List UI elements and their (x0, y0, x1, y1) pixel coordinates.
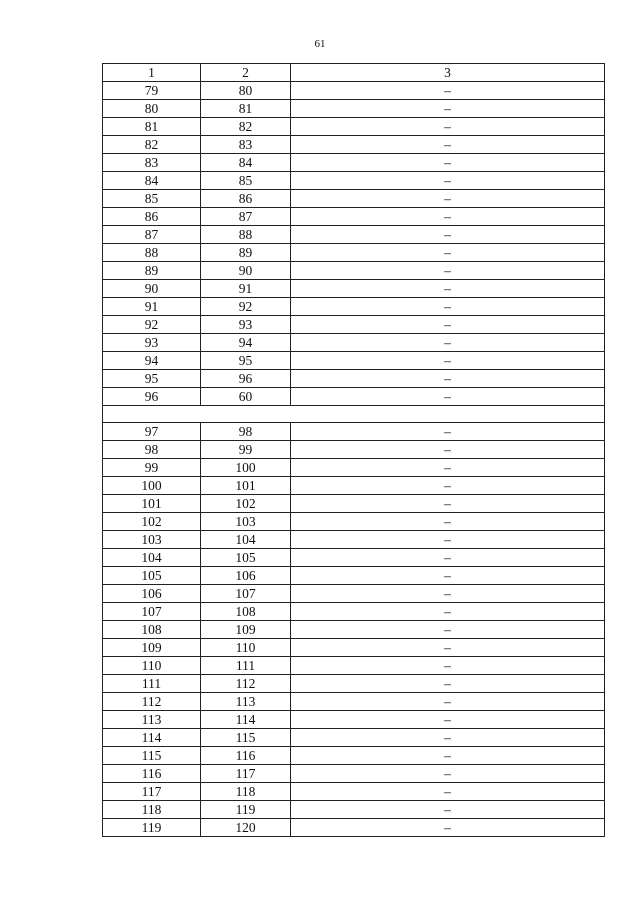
header-row (103, 64, 605, 82)
table-cell-col2: 118 (201, 783, 291, 801)
table-cell-col2: 94 (201, 334, 291, 352)
table-cell-col3: – (291, 513, 605, 531)
section-gap-row (103, 406, 605, 423)
table-cell-col1: 96 (103, 388, 201, 406)
table-cell-col2: 90 (201, 262, 291, 280)
table-cell-col3: – (291, 226, 605, 244)
table-cell-col2: 114 (201, 711, 291, 729)
table-cell-col3: – (291, 747, 605, 765)
table-cell-col2: 80 (201, 82, 291, 100)
table-row (103, 423, 605, 441)
table-cell-col3: – (291, 100, 605, 118)
table-cell-col3: – (291, 549, 605, 567)
table-cell-col1: 82 (103, 136, 201, 154)
table-row (103, 100, 605, 118)
table-cell-col1: 118 (103, 801, 201, 819)
table-cell-col3: – (291, 801, 605, 819)
table-cell-col1: 102 (103, 513, 201, 531)
table-cell-col1: 108 (103, 621, 201, 639)
table-cell-col2: 89 (201, 244, 291, 262)
table-cell-col3: – (291, 172, 605, 190)
table-cell-col3: – (291, 190, 605, 208)
table-cell-col2: 98 (201, 423, 291, 441)
table-cell-col1: 97 (103, 423, 201, 441)
table-cell-col2: 109 (201, 621, 291, 639)
table-cell-col1: 107 (103, 603, 201, 621)
table-cell-col1: 115 (103, 747, 201, 765)
table-cell-col2: 91 (201, 280, 291, 298)
table-cell-col3: – (291, 729, 605, 747)
table-row (103, 819, 605, 837)
table-cell-col1: 81 (103, 118, 201, 136)
table-cell-col1: 88 (103, 244, 201, 262)
table-cell-col1: 99 (103, 459, 201, 477)
table-cell-col2: 88 (201, 226, 291, 244)
table-row (103, 639, 605, 657)
table-cell-col3: – (291, 154, 605, 172)
table-row (103, 172, 605, 190)
table-row (103, 729, 605, 747)
table-cell-col2: 111 (201, 657, 291, 675)
table-cell-col1: 94 (103, 352, 201, 370)
table-row (103, 495, 605, 513)
table-cell-col1: 80 (103, 100, 201, 118)
table-cell-col1: 119 (103, 819, 201, 837)
table-row (103, 711, 605, 729)
table-cell-col1: 103 (103, 531, 201, 549)
table-cell-col2: 104 (201, 531, 291, 549)
table-cell-col3: – (291, 441, 605, 459)
table-row (103, 477, 605, 495)
table-row (103, 747, 605, 765)
page-number: 61 (314, 38, 326, 50)
table-row (103, 585, 605, 603)
table-cell-col3: – (291, 118, 605, 136)
table-cell-col2: 102 (201, 495, 291, 513)
table-row (103, 118, 605, 136)
table-cell-col3: – (291, 298, 605, 316)
table-cell-col1: 92 (103, 316, 201, 334)
table-cell-col3: – (291, 675, 605, 693)
table-cell-col3: – (291, 208, 605, 226)
table-cell-col2: 113 (201, 693, 291, 711)
table-cell-col2: 82 (201, 118, 291, 136)
table-row (103, 154, 605, 172)
header-cell-2: 2 (201, 64, 291, 82)
table-cell-col3: – (291, 567, 605, 585)
table-row (103, 370, 605, 388)
table-row (103, 657, 605, 675)
table-cell-col2: 86 (201, 190, 291, 208)
table-row (103, 388, 605, 406)
table-cell-col3: – (291, 352, 605, 370)
table-row (103, 783, 605, 801)
table-cell-col1: 87 (103, 226, 201, 244)
table-cell-col1: 109 (103, 639, 201, 657)
table-cell-col3: – (291, 370, 605, 388)
table-cell-col3: – (291, 819, 605, 837)
table-cell-col2: 107 (201, 585, 291, 603)
table-row (103, 280, 605, 298)
table-row (103, 531, 605, 549)
table-cell-col1: 111 (103, 675, 201, 693)
table-cell-col2: 105 (201, 549, 291, 567)
table-cell-col2: 101 (201, 477, 291, 495)
table-cell-col2: 96 (201, 370, 291, 388)
table-cell-col3: – (291, 603, 605, 621)
table-row (103, 262, 605, 280)
table-cell-col3: – (291, 765, 605, 783)
table-cell-col3: – (291, 711, 605, 729)
table-row (103, 459, 605, 477)
table-row (103, 621, 605, 639)
table-cell-col3: – (291, 657, 605, 675)
table-cell-col3: – (291, 334, 605, 352)
table-row (103, 441, 605, 459)
table-row (103, 549, 605, 567)
table-cell-col1: 84 (103, 172, 201, 190)
table-cell-col2: 110 (201, 639, 291, 657)
table-cell-col2: 100 (201, 459, 291, 477)
table-cell-col1: 86 (103, 208, 201, 226)
table-cell-col2: 116 (201, 747, 291, 765)
table-cell-col2: 106 (201, 567, 291, 585)
table-row (103, 298, 605, 316)
table-cell-col3: – (291, 639, 605, 657)
table-cell-col1: 79 (103, 82, 201, 100)
header-cell-1: 1 (103, 64, 201, 82)
table-cell-col2: 117 (201, 765, 291, 783)
table-cell-col3: – (291, 280, 605, 298)
table-cell-col1: 112 (103, 693, 201, 711)
table-row (103, 513, 605, 531)
table-row (103, 334, 605, 352)
table-cell-col1: 116 (103, 765, 201, 783)
table-cell-col2: 108 (201, 603, 291, 621)
table-cell-col2: 81 (201, 100, 291, 118)
table-cell-col3: – (291, 244, 605, 262)
table-cell-col2: 92 (201, 298, 291, 316)
table-cell-col1: 91 (103, 298, 201, 316)
table-row (103, 765, 605, 783)
table-row (103, 603, 605, 621)
table-cell-col1: 101 (103, 495, 201, 513)
table-body (103, 64, 605, 837)
table-cell-col1: 83 (103, 154, 201, 172)
table-cell-col1: 113 (103, 711, 201, 729)
table-cell-col1: 110 (103, 657, 201, 675)
table-row (103, 675, 605, 693)
table-row (103, 693, 605, 711)
table-cell-col1: 90 (103, 280, 201, 298)
table-row (103, 567, 605, 585)
table-cell-col3: – (291, 388, 605, 406)
table-cell-col3: – (291, 783, 605, 801)
table-row (103, 801, 605, 819)
table-row (103, 352, 605, 370)
table-cell-col1: 98 (103, 441, 201, 459)
table-row (103, 316, 605, 334)
table-cell-col1: 117 (103, 783, 201, 801)
table-cell-col2: 93 (201, 316, 291, 334)
table-cell-col3: – (291, 136, 605, 154)
table-row (103, 226, 605, 244)
table-cell-col2: 60 (201, 388, 291, 406)
table-row (103, 208, 605, 226)
table-row (103, 244, 605, 262)
table-cell-col3: – (291, 262, 605, 280)
table-cell-col2: 112 (201, 675, 291, 693)
table-cell-col2: 85 (201, 172, 291, 190)
table-cell-col3: – (291, 621, 605, 639)
table-row (103, 136, 605, 154)
table-cell-col3: – (291, 423, 605, 441)
table-cell-col3: – (291, 316, 605, 334)
data-table (102, 63, 605, 837)
table-cell-col2: 84 (201, 154, 291, 172)
table-cell-col3: – (291, 495, 605, 513)
table-cell-col1: 114 (103, 729, 201, 747)
table-cell-col3: – (291, 585, 605, 603)
table-row (103, 190, 605, 208)
table-cell-col1: 106 (103, 585, 201, 603)
table-cell-col3: – (291, 693, 605, 711)
table-cell-col1: 105 (103, 567, 201, 585)
table-cell-col1: 93 (103, 334, 201, 352)
header-cell-3: 3 (291, 64, 605, 82)
table-cell-col3: – (291, 82, 605, 100)
table-cell-col3: – (291, 531, 605, 549)
table-cell-col1: 85 (103, 190, 201, 208)
table-cell-col3: – (291, 477, 605, 495)
table-cell-col3: – (291, 459, 605, 477)
section-gap-cell (103, 406, 605, 423)
table-cell-col2: 95 (201, 352, 291, 370)
table-cell-col1: 100 (103, 477, 201, 495)
table-cell-col2: 103 (201, 513, 291, 531)
table-cell-col1: 104 (103, 549, 201, 567)
table-cell-col2: 83 (201, 136, 291, 154)
table-row (103, 82, 605, 100)
table-cell-col2: 120 (201, 819, 291, 837)
table-cell-col2: 115 (201, 729, 291, 747)
table-cell-col1: 89 (103, 262, 201, 280)
table-cell-col2: 119 (201, 801, 291, 819)
table-cell-col2: 87 (201, 208, 291, 226)
table-cell-col1: 95 (103, 370, 201, 388)
table-cell-col2: 99 (201, 441, 291, 459)
